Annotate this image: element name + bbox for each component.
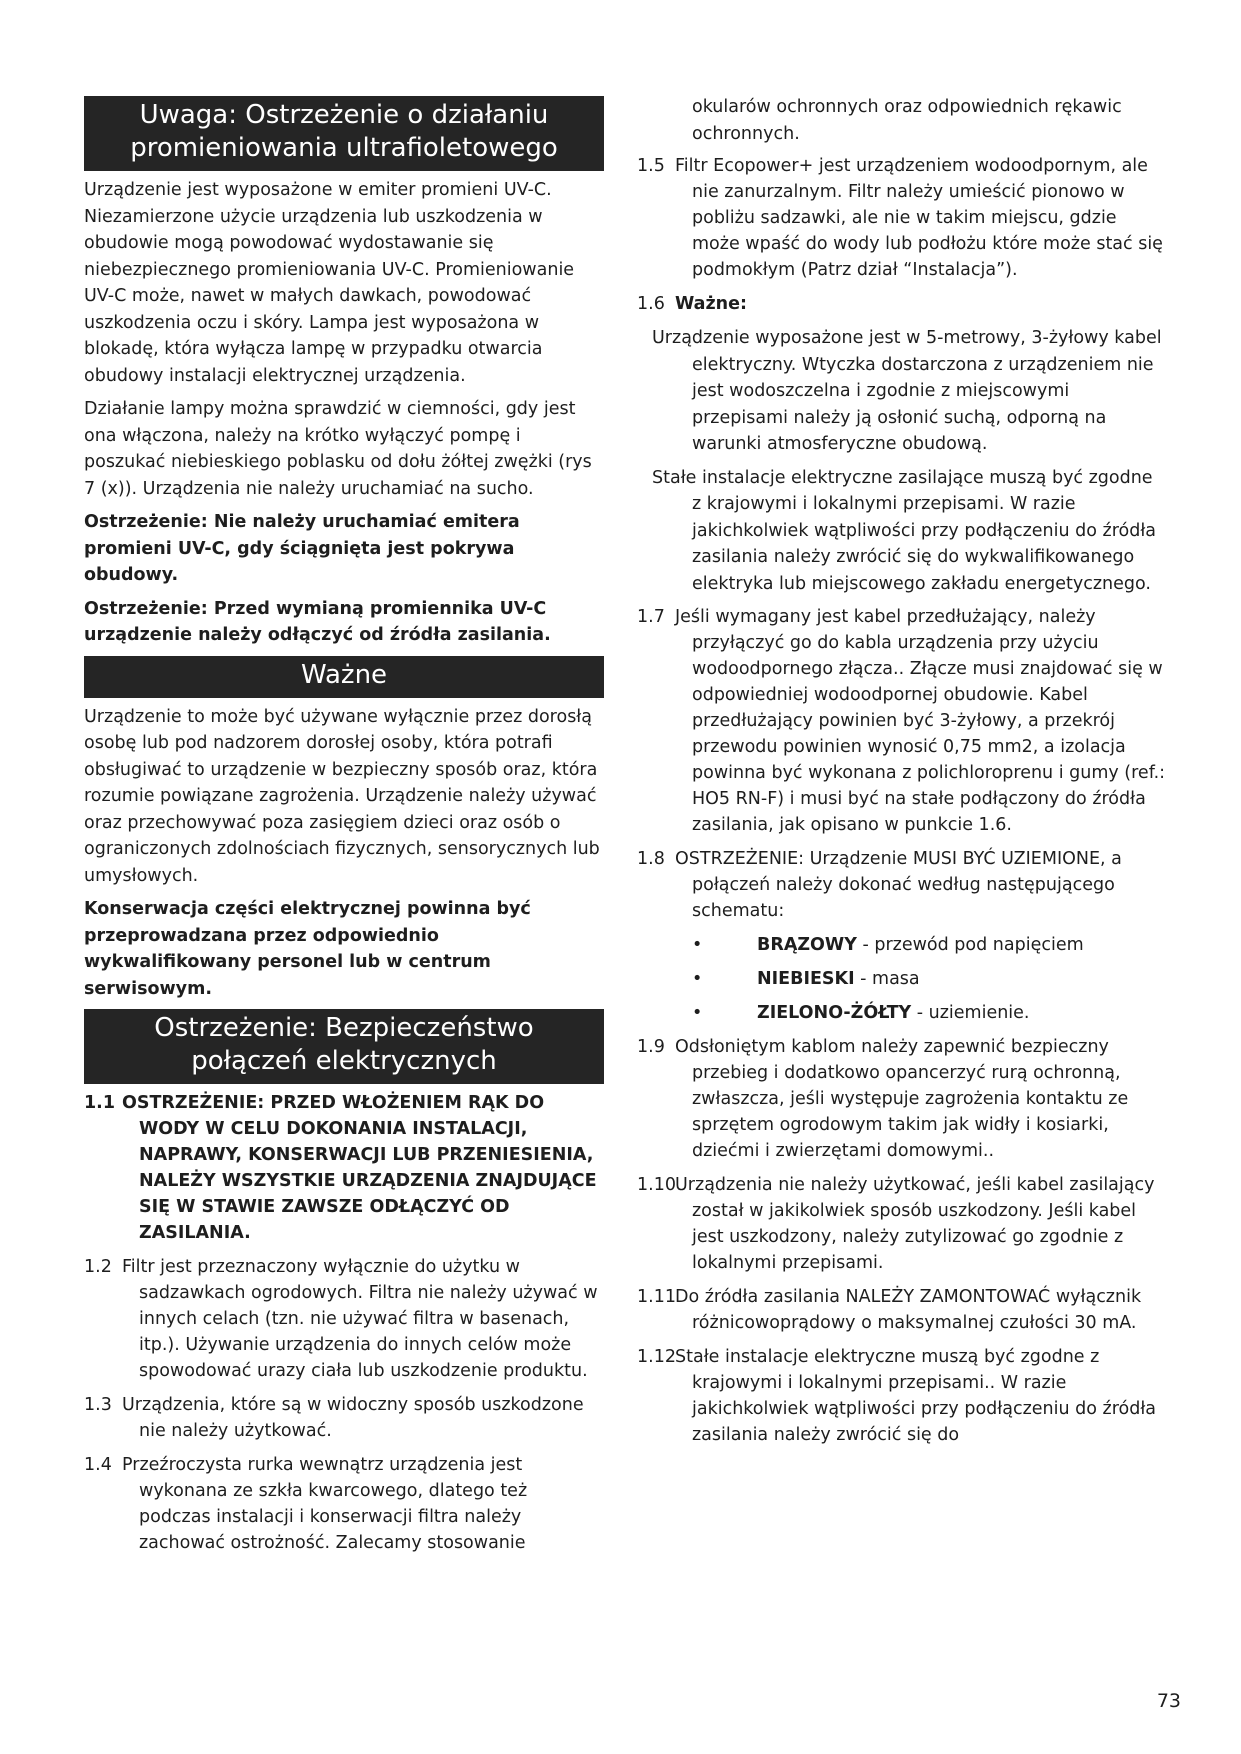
list-item-1-6-paragraph-1: Urządzenie wyposażone jest w 5-metrowy, 3-żyłowy kabel elektryczny. Wtyczka dostarczona z urządzeniem nie jest wodoszczelna i zgodnie z miejscowymi przepisami należy ją osłonić suchą, odporną na warunki atmosferyczne obudową. <box>652 328 1162 454</box>
important-paragraph-2: Konserwacja części elektrycznej powinna być przeprowadzana przez odpowiednio wykwalifikowany personel lub w centrum serwisowym. <box>84 899 531 999</box>
list-item-1-2: 1.2 Filtr jest przeznaczony wyłącznie do użytku w sadzawkach ogrodowych. Filtra nie należy używać w innych celach (tzn. nie używać filtra w basenach, itp.). Używanie urządzenia do innych celów może spowodować urazy ciała lub uszkodzenie produktu. <box>84 1257 598 1381</box>
electrical-safety-heading: Ostrzeżenie: Bezpieczeństwo połączeń elektrycznych <box>84 1009 604 1084</box>
list-item: • NIEBIESKI - masa <box>692 969 920 989</box>
list-item-1-6-paragraph-2: Stałe instalacje elektryczne zasilające muszą być zgodne z krajowymi i lokalnymi przepisami. W razie jakichkolwiek wątpliwości przy podłączeniu do źródła zasilania należy zwrócić się do wykwalifikowanego elektryka lub miejscowego zakładu energetycznego. <box>652 467 1157 594</box>
list-item-1-4: 1.4 Przeźroczysta rurka wewnątrz urządzenia jest wykonana ze szkła kwarcowego, dlatego też podczas instalacji i konserwacji filtra należy zachować ostrożność. Zalecamy stosowanie <box>84 1455 528 1553</box>
list-item-1-3: 1.3 Urządzenia, które są w widoczny sposób uszkodzone nie należy użytkować. <box>84 1395 584 1441</box>
list-item-1-7: 1.7 Jeśli wymagany jest kabel przedłużający, należy przyłączyć go do kabla urządzenia przy użyciu wodoodpornego złącza.. Złącze musi znajdować się w odpowiedniej wodoodpornej obudowie. Kabel przedłużający powinien być 3-żyłowy, a przekrój przewodu powinien wynosić 0,75 mm2, a izolacja powinna być wykonana z polichloroprenu i gumy (ref.: HO5 RN-F) i musi być na stałe podłączony do źródła zasilania, jak opisano w punkcie 1.6. <box>637 607 1166 835</box>
uv-paragraph-1: Urządzenie jest wyposażone w emiter promieni UV-C. Niezamierzone użycie urządzenia lub uszkodzenia w obudowie mogą powodować wydostawanie się niebezpiecznego promieniowania UV-C. Promieniowanie UV-C może, nawet w małych dawkach, powodować uszkodzenia oczu i skóry. Lampa jest wyposażona w blokadę, która wyłącza lampę w przypadku otwarcia obudowy instalacji elektrycznej urządzenia. <box>84 180 575 386</box>
important-heading: Ważne <box>84 656 604 698</box>
list-item-1-4-continued: okularów ochronnych oraz odpowiednich rękawic ochronnych. <box>692 97 1122 144</box>
list-item-1-11: 1.11Do źródła zasilania NALEŻY ZAMONTOWAĆ wyłącznik różnicowoprądowy o maksymalnej czułości 30 mA. <box>637 1287 1142 1333</box>
list-item-1-8: 1.8 OSTRZEŻENIE: Urządzenie MUSI BYĆ UZIEMIONE, a połączeń należy dokonać według następującego schematu: <box>637 849 1122 921</box>
left-column <box>84 96 604 1564</box>
page-number: 73 <box>1156 1690 1181 1712</box>
right-column <box>637 94 1167 1456</box>
uv-paragraph-2: Działanie lampy można sprawdzić w ciemności, gdy jest ona włączona, należy na krótko wyłączyć pompę i poszukać niebieskiego poblasku od dołu żółtej zwężki (rys 7 (x)). Urządzenia nie należy uruchamiać na sucho. <box>84 399 592 499</box>
list-item-1-6: 1.6 Ważne: <box>637 294 747 314</box>
list-item-1-5: 1.5 Filtr Ecopower+ jest urządzeniem wodoodpornym, ale nie zanurzalnym. Filtr należy umieścić pionowo w pobliżu sadzawki, ale nie w takim miejscu, gdzie może wpaść do wody lub podłożu które może stać się podmokłym (Patrz dział “Instalacja”). <box>637 156 1163 280</box>
important-paragraph-1: Urządzenie to może być używane wyłącznie przez dorosłą osobę lub pod nadzorem dorosłej osoby, która potrafi obsługiwać to urządzenie w bezpieczny sposób oraz, która rozumie powiązane zagrożenia. Urządzenie należy używać oraz przechowywać poza zasięgiem dzieci oraz osób o ograniczonych zdolnościach fizycznych, sensorycznych lub umysłowych. <box>84 706 600 886</box>
list-item-1-9: 1.9 Odsłoniętym kablom należy zapewnić bezpieczny przebieg i dodatkowo opancerzyć rurą ochronną, zwłaszcza, jeśli występuje zagrożenia kontaktu ze sprzętem ogrodowym takim jak widły i kosiarki, dziećmi i zwierzętami domowymi.. <box>637 1037 1129 1161</box>
list-item-1-10: 1.10Urządzenia nie należy użytkować, jeśli kabel zasilający został w jakikolwiek sposób uszkodzony. Jeśli kabel jest uszkodzony, należy zutylizować go zgodnie z lokalnymi przepisami. <box>637 1175 1155 1273</box>
uv-warning-2: Ostrzeżenie: Przed wymianą promiennika UV-C urządzenie należy odłączyć od źródła zasilania. <box>84 598 551 645</box>
uv-warning-1: Ostrzeżenie: Nie należy uruchamiać emitera promieni UV-C, gdy ściągnięta jest pokrywa obudowy. <box>84 512 520 585</box>
list-item-1-12: 1.12Stałe instalacje elektryczne muszą być zgodne z krajowymi i lokalnymi przepisami.. W razie jakichkolwiek wątpliwości przy podłączeniu do źródła zasilania należy zwrócić się do <box>637 1347 1157 1445</box>
wiring-color-list <box>637 932 1167 1026</box>
list-item: • ZIELONO-ŻÓŁTY - uziemienie. <box>692 1003 1030 1023</box>
list-item-1-1: 1.1 OSTRZEŻENIE: PRZED WŁOŻENIEM RĄK DO WODY W CELU DOKONANIA INSTALACJI, NAPRAWY, KONSERWACJI LUB PRZENIESIENIA, NALEŻY WSZYSTKIE URZĄDZENIA ZNAJDUJĄCE SIĘ W STAWIE ZAWSZE ODŁĄCZYĆ OD ZASILANIA. <box>84 1093 597 1243</box>
uv-warning-heading: Uwaga: Ostrzeżenie o działaniu promieniowania ultrafioletowego <box>84 96 604 171</box>
list-item: • BRĄZOWY - przewód pod napięciem <box>692 935 1084 955</box>
